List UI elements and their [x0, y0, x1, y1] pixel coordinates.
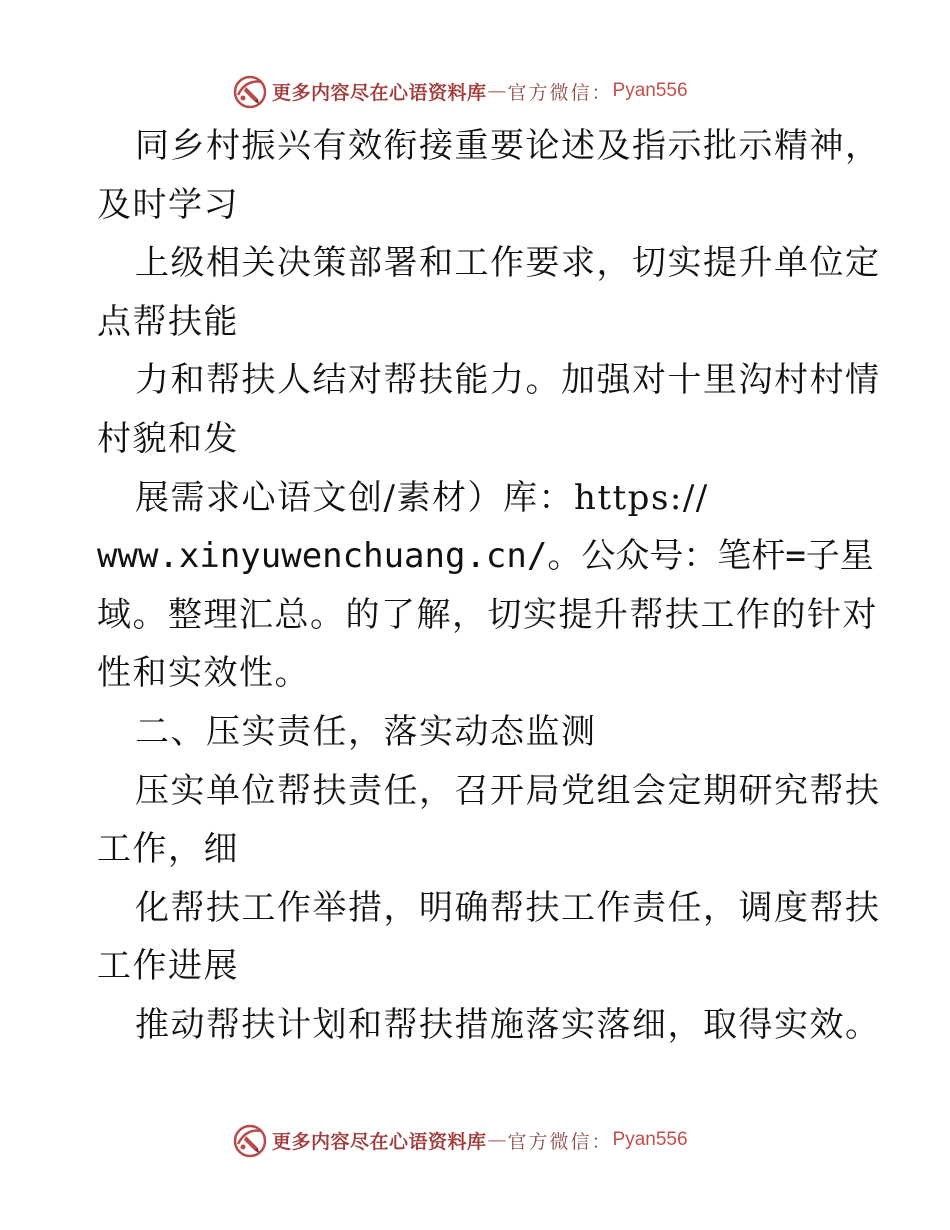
text-line: 及时学习 — [97, 184, 239, 225]
section-heading: 二、压实责任，落实动态监测 — [135, 711, 597, 752]
banner-official-label: 官方微信： — [507, 1130, 613, 1153]
text-line: 力和帮扶人结对帮扶能力。加强对十里沟村村情 — [135, 360, 881, 401]
banner-dash: — — [487, 80, 507, 102]
header-banner — [232, 71, 688, 111]
banner-brand-text: 更多内容尽在心语资料库 — [272, 1130, 487, 1153]
text-line: 性和实效性。 — [97, 653, 310, 694]
text-line: 上级相关决策部署和工作要求，切实提升单位定 — [135, 243, 881, 284]
banner-wechat-id: Pyan556 — [612, 80, 688, 101]
text-line: 展需求心语文创/素材）库：https:// — [135, 477, 709, 518]
text-line: 工作进展 — [97, 946, 239, 987]
banner-wechat-id: Pyan556 — [612, 1129, 688, 1150]
document-body — [97, 117, 881, 1055]
text-line: 同乡村振兴有效衔接重要论述及指示批示精神， — [135, 126, 881, 166]
text-line: 工作，细 — [97, 829, 239, 870]
text-line: 推动帮扶计划和帮扶措施落实落细，取得实效。 — [135, 1004, 881, 1045]
text-line: 点帮扶能 — [97, 301, 239, 342]
footer-banner — [232, 1120, 688, 1160]
pen-logo-icon — [232, 73, 268, 109]
banner-brand-text: 更多内容尽在心语资料库 — [272, 81, 487, 104]
banner-dash: — — [487, 1129, 507, 1151]
banner-official-label: 官方微信： — [507, 81, 613, 104]
text-line-url: www.xinyuwenchuang.cn/。公众号：笔杆=子星 — [97, 536, 874, 577]
pen-logo-icon — [232, 1122, 268, 1158]
text-line: 压实单位帮扶责任，召开局党组会定期研究帮扶 — [135, 770, 881, 811]
text-line: 村貌和发 — [97, 418, 239, 459]
text-line: 域。整理汇总。的了解，切实提升帮扶工作的针对 — [97, 594, 878, 635]
text-line: 化帮扶工作举措，明确帮扶工作责任，调度帮扶 — [135, 887, 881, 928]
